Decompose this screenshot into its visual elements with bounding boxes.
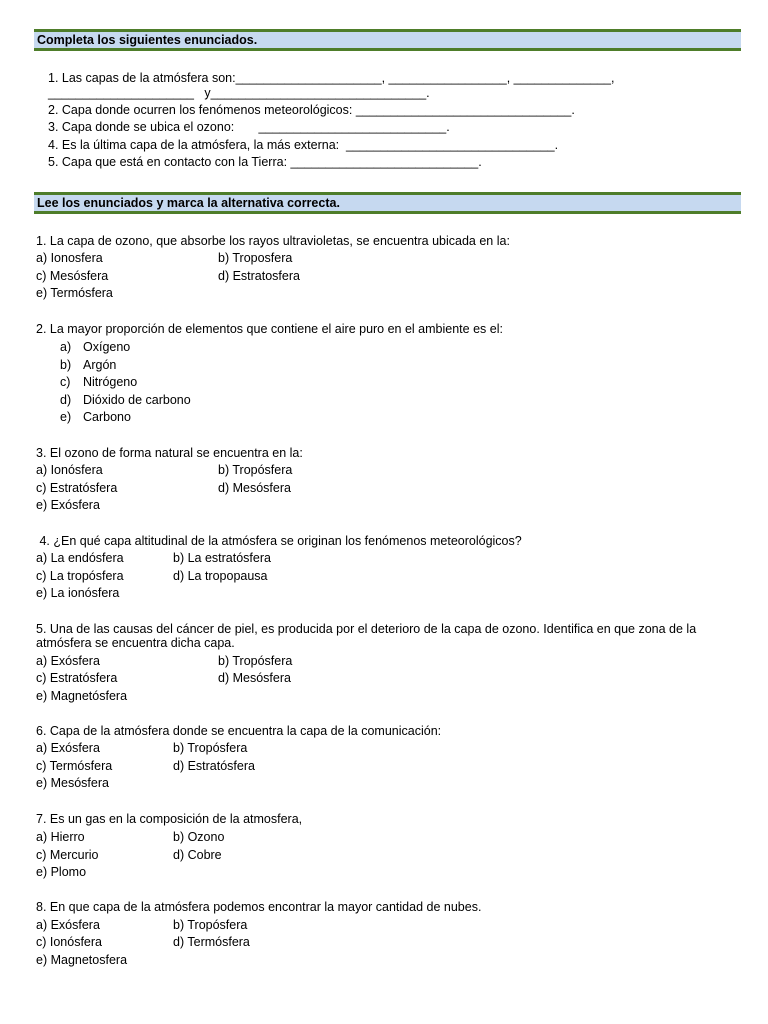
q8-option-d: d) Termósfera bbox=[173, 935, 250, 949]
q2-option-d: Dióxido de carbono bbox=[83, 393, 191, 407]
q4-option-d: d) La tropopausa bbox=[173, 569, 268, 583]
fill-line-1: 1. Las capas de la atmósfera son:_____________________, _________________, ______________, bbox=[48, 71, 615, 85]
q1-option-c: c) Mesósfera bbox=[36, 269, 109, 283]
fill-line-5: 5. Capa que está en contacto con la Tierra: ___________________________. bbox=[48, 155, 482, 169]
q6-option-a: a) Exósfera bbox=[36, 741, 100, 755]
q1-option-d: d) Estratosfera bbox=[218, 269, 300, 283]
fill-line-2: 2. Capa donde ocurren los fenómenos meteorológicos: _______________________________. bbox=[48, 103, 575, 117]
q5-option-e: e) Magnetósfera bbox=[36, 689, 128, 703]
q6-option-c: c) Termósfera bbox=[36, 759, 113, 773]
q1-option-b: b) Troposfera bbox=[218, 251, 293, 265]
question-1: 1. La capa de ozono, que absorbe los rayos ultravioletas, se encuentra ubicada en la: bbox=[36, 234, 510, 248]
q4-option-e: e) La ionósfera bbox=[36, 586, 120, 600]
section-2-header bbox=[34, 192, 741, 214]
q3-option-e: e) Exósfera bbox=[36, 498, 100, 512]
q7-option-d: d) Cobre bbox=[173, 848, 222, 862]
q2-letter-c: c) bbox=[60, 375, 71, 389]
q8-option-c: c) Ionósfera bbox=[36, 935, 103, 949]
question-5-cont: atmósfera se encuentra dicha capa. bbox=[36, 636, 235, 650]
question-2: 2. La mayor proporción de elementos que contiene el aire puro en el ambiente es el: bbox=[36, 322, 503, 336]
q7-option-e: e) Plomo bbox=[36, 865, 87, 879]
fill-line-4: 4. Es la última capa de la atmósfera, la más externa: ______________________________. bbox=[48, 138, 559, 152]
q3-option-c: c) Estratósfera bbox=[36, 481, 118, 495]
q2-letter-b: b) bbox=[60, 358, 72, 372]
q2-option-b: Argón bbox=[83, 358, 117, 372]
q2-letter-e: e) bbox=[60, 410, 72, 424]
q3-option-a: a) Ionósfera bbox=[36, 463, 103, 477]
q4-option-a: a) La endósfera bbox=[36, 551, 124, 565]
question-7: 7. Es un gas en la composición de la atmosfera, bbox=[36, 812, 303, 826]
section-1-header bbox=[34, 29, 741, 51]
question-6: 6. Capa de la atmósfera donde se encuentra la capa de la comunicación: bbox=[36, 724, 442, 738]
q2-letter-a: a) bbox=[60, 340, 72, 354]
q4-option-c: c) La tropósfera bbox=[36, 569, 124, 583]
q3-option-b: b) Tropósfera bbox=[218, 463, 293, 477]
q3-option-d: d) Mesósfera bbox=[218, 481, 291, 495]
q8-option-b: b) Tropósfera bbox=[173, 918, 248, 932]
fill-line-1-cont: _____________________ y_______________________________. bbox=[48, 86, 430, 100]
section-1-title: Completa los siguientes enunciados. bbox=[37, 33, 258, 47]
q2-option-c: Nitrógeno bbox=[83, 375, 138, 389]
q2-letter-d: d) bbox=[60, 393, 72, 407]
q8-option-a: a) Exósfera bbox=[36, 918, 100, 932]
section-2-title: Lee los enunciados y marca la alternativa correcta. bbox=[37, 196, 340, 210]
q7-option-c: c) Mercurio bbox=[36, 848, 99, 862]
q7-option-a: a) Hierro bbox=[36, 830, 85, 844]
question-3: 3. El ozono de forma natural se encuentra en la: bbox=[36, 446, 303, 460]
q5-option-a: a) Exósfera bbox=[36, 654, 100, 668]
fill-line-3: 3. Capa donde se ubica el ozono: ___________________________. bbox=[48, 120, 450, 134]
q6-option-e: e) Mesósfera bbox=[36, 776, 109, 790]
q7-option-b: b) Ozono bbox=[173, 830, 225, 844]
question-8: 8. En que capa de la atmósfera podemos encontrar la mayor cantidad de nubes. bbox=[36, 900, 482, 914]
q1-option-a: a) Ionosfera bbox=[36, 251, 103, 265]
question-5: 5. Una de las causas del cáncer de piel, es producida por el deterioro de la capa de ozono. Identifica en que zona de la bbox=[36, 622, 697, 636]
q5-option-c: c) Estratósfera bbox=[36, 671, 118, 685]
q2-option-a: Oxígeno bbox=[83, 340, 131, 354]
q6-option-d: d) Estratósfera bbox=[173, 759, 255, 773]
q2-option-e: Carbono bbox=[83, 410, 131, 424]
question-4: 4. ¿En qué capa altitudinal de la atmósfera se originan los fenómenos meteorológicos? bbox=[36, 534, 522, 548]
q5-option-d: d) Mesósfera bbox=[218, 671, 291, 685]
q6-option-b: b) Tropósfera bbox=[173, 741, 248, 755]
q5-option-b: b) Tropósfera bbox=[218, 654, 293, 668]
q4-option-b: b) La estratósfera bbox=[173, 551, 271, 565]
q8-option-e: e) Magnetosfera bbox=[36, 953, 128, 967]
q1-option-e: e) Termósfera bbox=[36, 286, 113, 300]
